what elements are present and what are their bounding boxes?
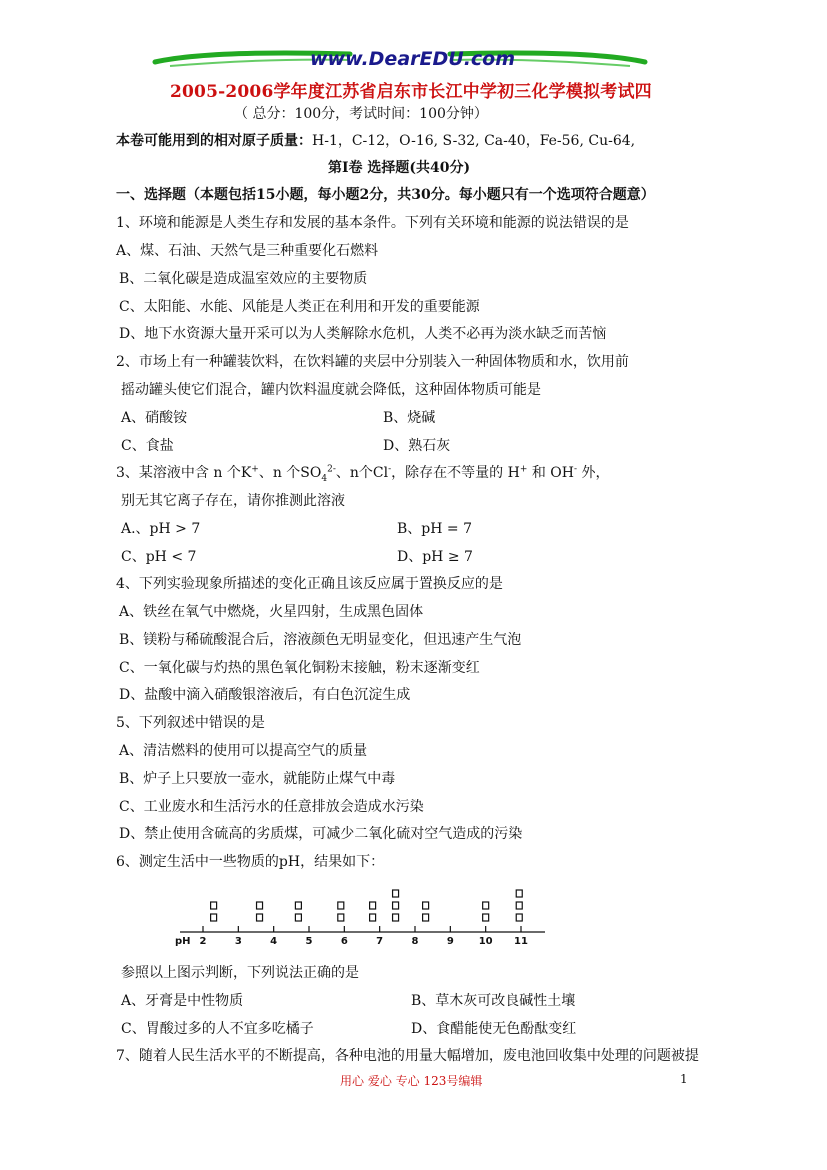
ph-marker-5-0 bbox=[393, 914, 399, 921]
ph-marker-3-0 bbox=[338, 914, 344, 921]
question-1-stem: 1、环境和能源是人类生存和发展的基本条件。下列有关环境和能源的说法错误的是 bbox=[116, 215, 629, 231]
question-2-option-b: B、烧碱 bbox=[383, 410, 436, 426]
question-3-option-a: A.、pH > 7 bbox=[121, 521, 201, 537]
question-6-option-d: D、食醋能使无色酚酞变红 bbox=[411, 1021, 577, 1037]
ph-marker-8-1 bbox=[516, 902, 522, 909]
site-logo bbox=[150, 44, 650, 78]
ph-marker-2-1 bbox=[295, 902, 301, 909]
ph-marker-6-1 bbox=[423, 902, 429, 909]
ph-marker-4-1 bbox=[370, 902, 376, 909]
question-6-followup: 参照以上图示判断，下列说法正确的是 bbox=[121, 965, 359, 981]
question-2-option-d: D、熟石灰 bbox=[383, 438, 451, 454]
ph-marker-7-0 bbox=[483, 914, 489, 921]
question-4-option-a: A、铁丝在氧气中燃烧，火星四射，生成黑色固体 bbox=[119, 604, 424, 620]
footer-text: 用心 爱心 专心 123号编辑 bbox=[340, 1074, 483, 1088]
ph-marker-2-0 bbox=[295, 914, 301, 921]
ph-tick-label-4: 4 bbox=[270, 936, 278, 946]
page-title: 2005-2006学年度江苏省启东市长江中学初三化学模拟考试四 bbox=[170, 82, 652, 102]
question-1-option-c: C、太阳能、水能、风能是人类正在利用和开发的重要能源 bbox=[119, 299, 480, 315]
atomic-mass-label: 本卷可能用到的相对原子质量： bbox=[116, 133, 312, 149]
section-title: 第Ⅰ卷 选择题(共40分) bbox=[328, 160, 471, 176]
ph-tick-label-11: 11 bbox=[514, 936, 528, 946]
question-1-option-d: D、地下水资源大量开采可以为人类解除水危机，人类不必再为淡水缺乏而苦恼 bbox=[119, 326, 607, 342]
exam-subtitle: （ 总分：100分，考试时间：100分钟） bbox=[234, 106, 488, 122]
question-1-option-b: B、二氧化碳是造成温室效应的主要物质 bbox=[119, 271, 368, 287]
question-1-option-a: A、煤、石油、天然气是三种重要化石燃料 bbox=[116, 243, 379, 259]
question-5-option-b: B、炉子上只要放一壶水，就能防止煤气中毒 bbox=[119, 771, 396, 787]
question-5-option-d: D、禁止使用含硫高的劣质煤，可减少二氧化硫对空气造成的污染 bbox=[119, 826, 523, 842]
question-7-stem: 7、随着人民生活水平的不断提高，各种电池的用量大幅增加，废电池回收集中处理的问题被提 bbox=[116, 1048, 699, 1064]
ph-tick-label-9: 9 bbox=[446, 936, 454, 946]
ph-marker-8-0 bbox=[516, 914, 522, 921]
question-6-option-c: C、胃酸过多的人不宜多吃橘子 bbox=[121, 1021, 314, 1037]
page-number: 1 bbox=[680, 1072, 688, 1086]
question-4-option-c: C、一氧化碳与灼热的黑色氧化铜粉末接触，粉末逐渐变红 bbox=[119, 660, 480, 676]
question-6-stem: 6、测定生活中一些物质的pH，结果如下： bbox=[116, 854, 385, 870]
ph-tick-label-2: 2 bbox=[199, 936, 207, 946]
ph-marker-3-1 bbox=[338, 902, 344, 909]
question-5-stem: 5、下列叙述中错误的是 bbox=[116, 715, 265, 731]
question-3-option-d: D、pH ≥ 7 bbox=[397, 549, 473, 565]
question-6-option-b: B、草木灰可改良碱性土壤 bbox=[411, 993, 576, 1009]
atomic-mass-line bbox=[116, 131, 635, 151]
atomic-mass-values: H-1，C-12，O-16, S-32, Ca-40，Fe-56, Cu-64, bbox=[312, 133, 636, 149]
ph-tick-label-8: 8 bbox=[411, 936, 419, 946]
question-3-option-c: C、pH < 7 bbox=[121, 549, 197, 565]
ph-marker-5-1 bbox=[393, 902, 399, 909]
ph-marker-6-0 bbox=[423, 914, 429, 921]
question-3-option-b: B、pH = 7 bbox=[397, 521, 472, 537]
ph-marker-0-1 bbox=[211, 902, 217, 909]
ph-tick-label-7: 7 bbox=[376, 936, 384, 946]
ph-tick-label-3: 3 bbox=[234, 936, 242, 946]
question-4-stem: 4、下列实验现象所描述的变化正确且该反应属于置换反应的是 bbox=[116, 576, 503, 592]
question-4-option-b: B、镁粉与稀硫酸混合后，溶液颜色无明显变化，但迅速产生气泡 bbox=[119, 632, 522, 648]
ph-marker-7-1 bbox=[483, 902, 489, 909]
question-3-stem-cont: 别无其它离子存在，请你推测此溶液 bbox=[121, 493, 345, 509]
ph-marker-4-0 bbox=[370, 914, 376, 921]
site-name: www.DearEDU.com bbox=[310, 48, 516, 70]
ph-tick-label-5: 5 bbox=[305, 936, 313, 946]
question-2-stem: 2、市场上有一种罐装饮料，在饮料罐的夹层中分别装入一种固体物质和水，饮用前 bbox=[116, 354, 629, 370]
ph-marker-8-2 bbox=[516, 890, 522, 897]
ph-marker-1-0 bbox=[257, 914, 263, 921]
ph-marker-1-1 bbox=[257, 902, 263, 909]
question-2-option-a: A、硝酸铵 bbox=[121, 410, 188, 426]
ph-marker-5-2 bbox=[393, 890, 399, 897]
ph-chart bbox=[170, 886, 550, 946]
question-6-option-a: A、牙膏是中性物质 bbox=[121, 993, 244, 1009]
part-title: 一、选择题（本题包括15小题，每小题2分，共30分。每小题只有一个选项符合题意） bbox=[116, 187, 655, 203]
ph-marker-0-0 bbox=[211, 914, 217, 921]
ph-axis-label: pH bbox=[175, 936, 191, 946]
ph-tick-label-6: 6 bbox=[340, 936, 348, 946]
question-3-stem: 3、某溶液中含 n 个K+、n 个$SO_4^{2-}$、n个Cl-，除存在不等量的 H+ 和 OH- 外， bbox=[116, 464, 610, 484]
question-2-option-c: C、食盐 bbox=[121, 438, 174, 454]
question-5-option-c: C、工业废水和生活污水的任意排放会造成水污染 bbox=[119, 799, 424, 815]
question-5-option-a: A、清洁燃料的使用可以提高空气的质量 bbox=[119, 743, 368, 759]
question-2-stem-cont: 摇动罐头使它们混合，罐内饮料温度就会降低，这种固体物质可能是 bbox=[121, 382, 541, 398]
ph-tick-label-10: 10 bbox=[478, 936, 493, 946]
question-4-option-d: D、盐酸中滴入硝酸银溶液后，有白色沉淀生成 bbox=[119, 687, 411, 703]
